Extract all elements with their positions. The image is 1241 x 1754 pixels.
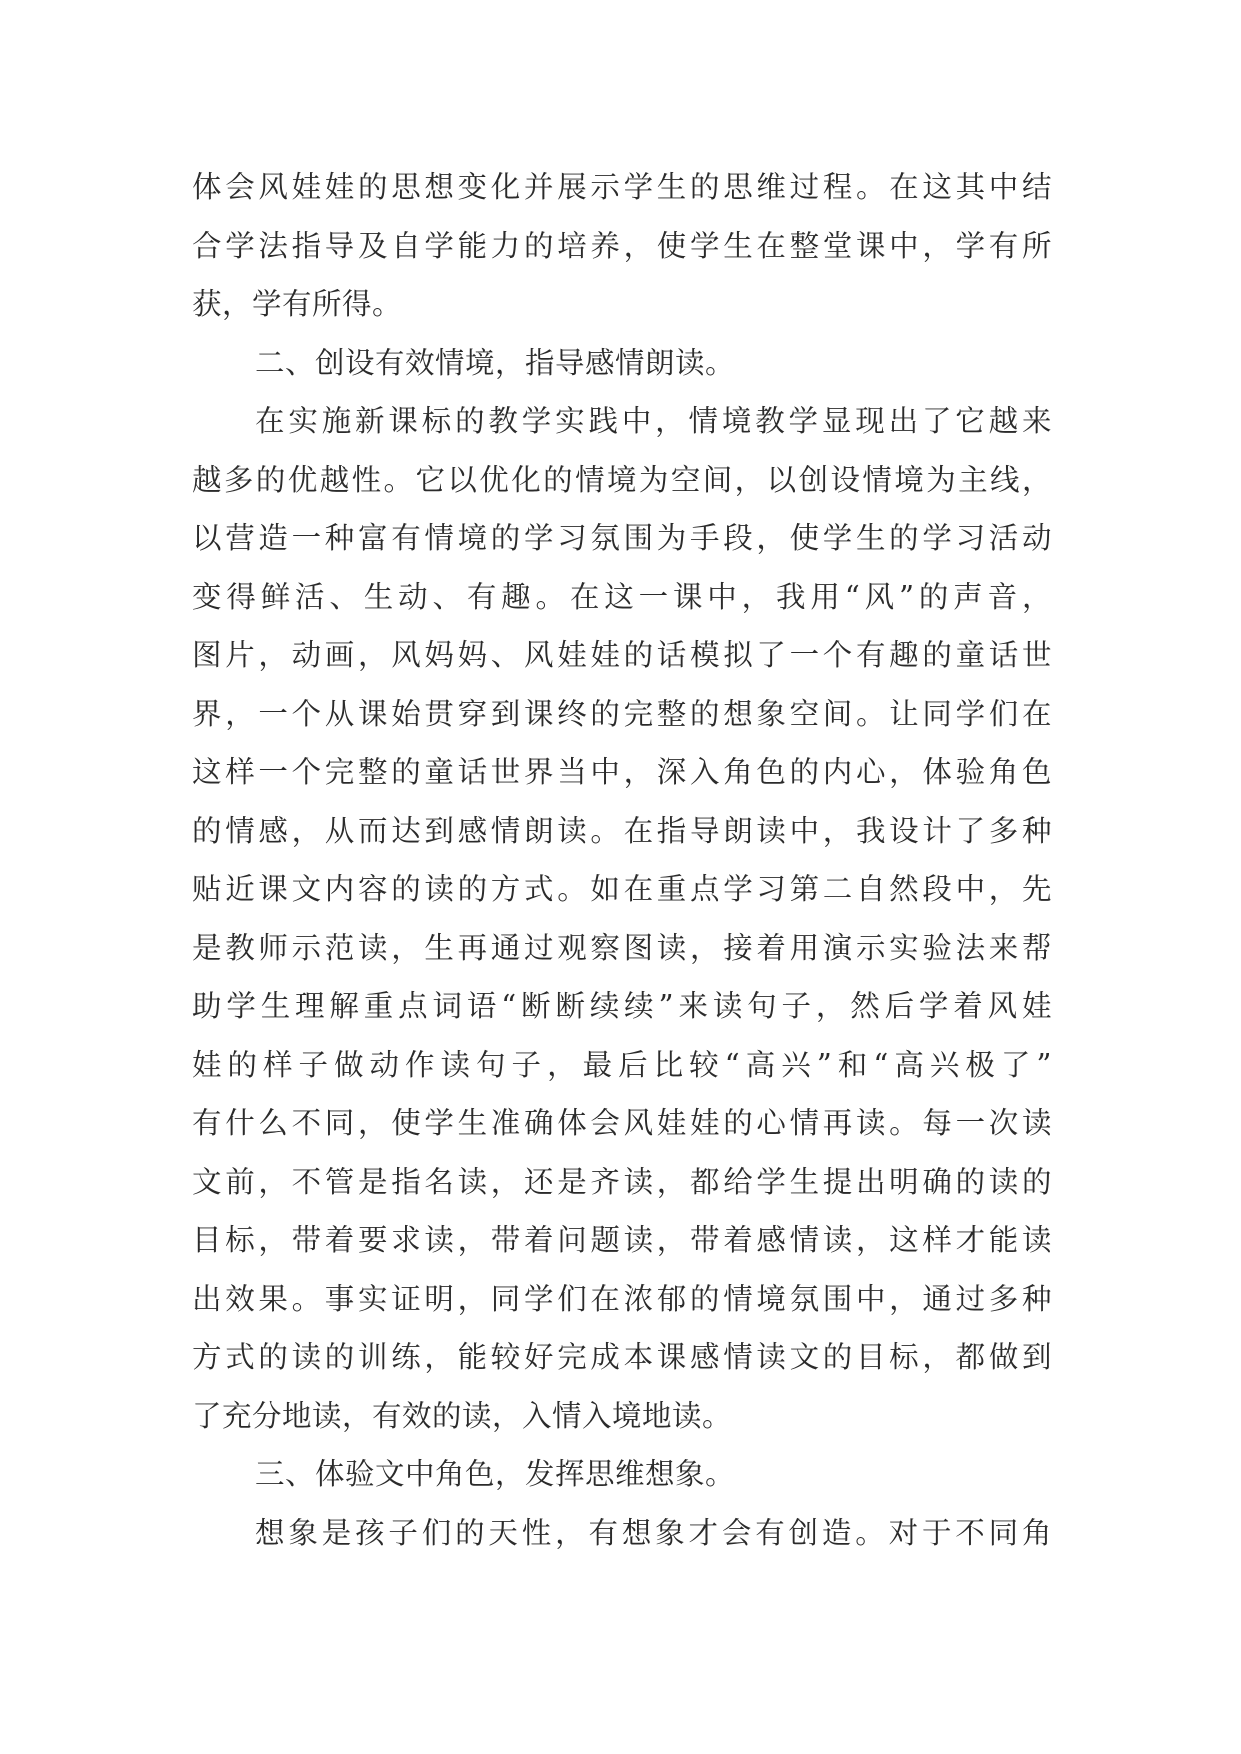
text-line: 助学生理解重点词语“断断续续”来读句子，然后学着风娃 [192,989,1052,1023]
text-line: 体会风娃娃的思想变化并展示学生的思维过程。在这其中结 [192,170,1052,204]
text-line: 是教师示范读，生再通过观察图读，接着用演示实验法来帮 [192,930,1052,965]
text-line: 了充分地读，有效的读，入情入境地读。 [192,1398,733,1433]
text-line: 娃的样子做动作读句子，最后比较“高兴”和“高兴极了” [192,1047,1052,1082]
text-line: 图片，动画，风妈妈、风娃娃的话模拟了一个有趣的童话世 [192,638,1052,672]
section-heading: 三、体验文中角色，发挥思维想象。 [255,1457,736,1491]
text-line: 变得鲜活、生动、有趣。在这一课中，我用“风”的声音， [192,579,1052,614]
text-line: 想象是孩子们的天性，有想象才会有创造。对于不同角 [255,1515,1052,1550]
section-heading: 二、创设有效情境，指导感情朗读。 [255,345,736,380]
text-line: 界，一个从课始贯穿到课终的完整的想象空间。让同学们在 [192,696,1052,731]
text-line: 合学法指导及自学能力的培养，使学生在整堂课中，学有所 [192,228,1052,263]
text-line: 的情感，从而达到感情朗读。在指导朗读中，我设计了多种 [192,813,1052,848]
text-line: 出效果。事实证明，同学们在浓郁的情境氛围中，通过多种 [192,1281,1052,1316]
text-line: 目标，带着要求读，带着问题读，带着感情读，这样才能读 [192,1223,1052,1257]
body-text [192,158,1052,1562]
text-line: 在实施新课标的教学实践中，情境教学显现出了它越来 [255,404,1052,438]
text-line: 越多的优越性。它以优化的情境为空间，以创设情境为主线， [192,462,1052,497]
text-line: 贴近课文内容的读的方式。如在重点学习第二自然段中，先 [192,872,1052,906]
text-line: 获，学有所得。 [192,287,403,321]
text-line: 这样一个完整的童话世界当中，深入角色的内心，体验角色 [192,755,1052,789]
text-line: 以营造一种富有情境的学习氛围为手段，使学生的学习活动 [192,521,1052,555]
text-line: 文前，不管是指名读，还是齐读，都给学生提出明确的读的 [192,1164,1052,1199]
text-line: 有什么不同，使学生准确体会风娃娃的心情再读。每一次读 [192,1106,1052,1140]
text-line: 方式的读的训练，能较好完成本课感情读文的目标，都做到 [192,1340,1052,1374]
